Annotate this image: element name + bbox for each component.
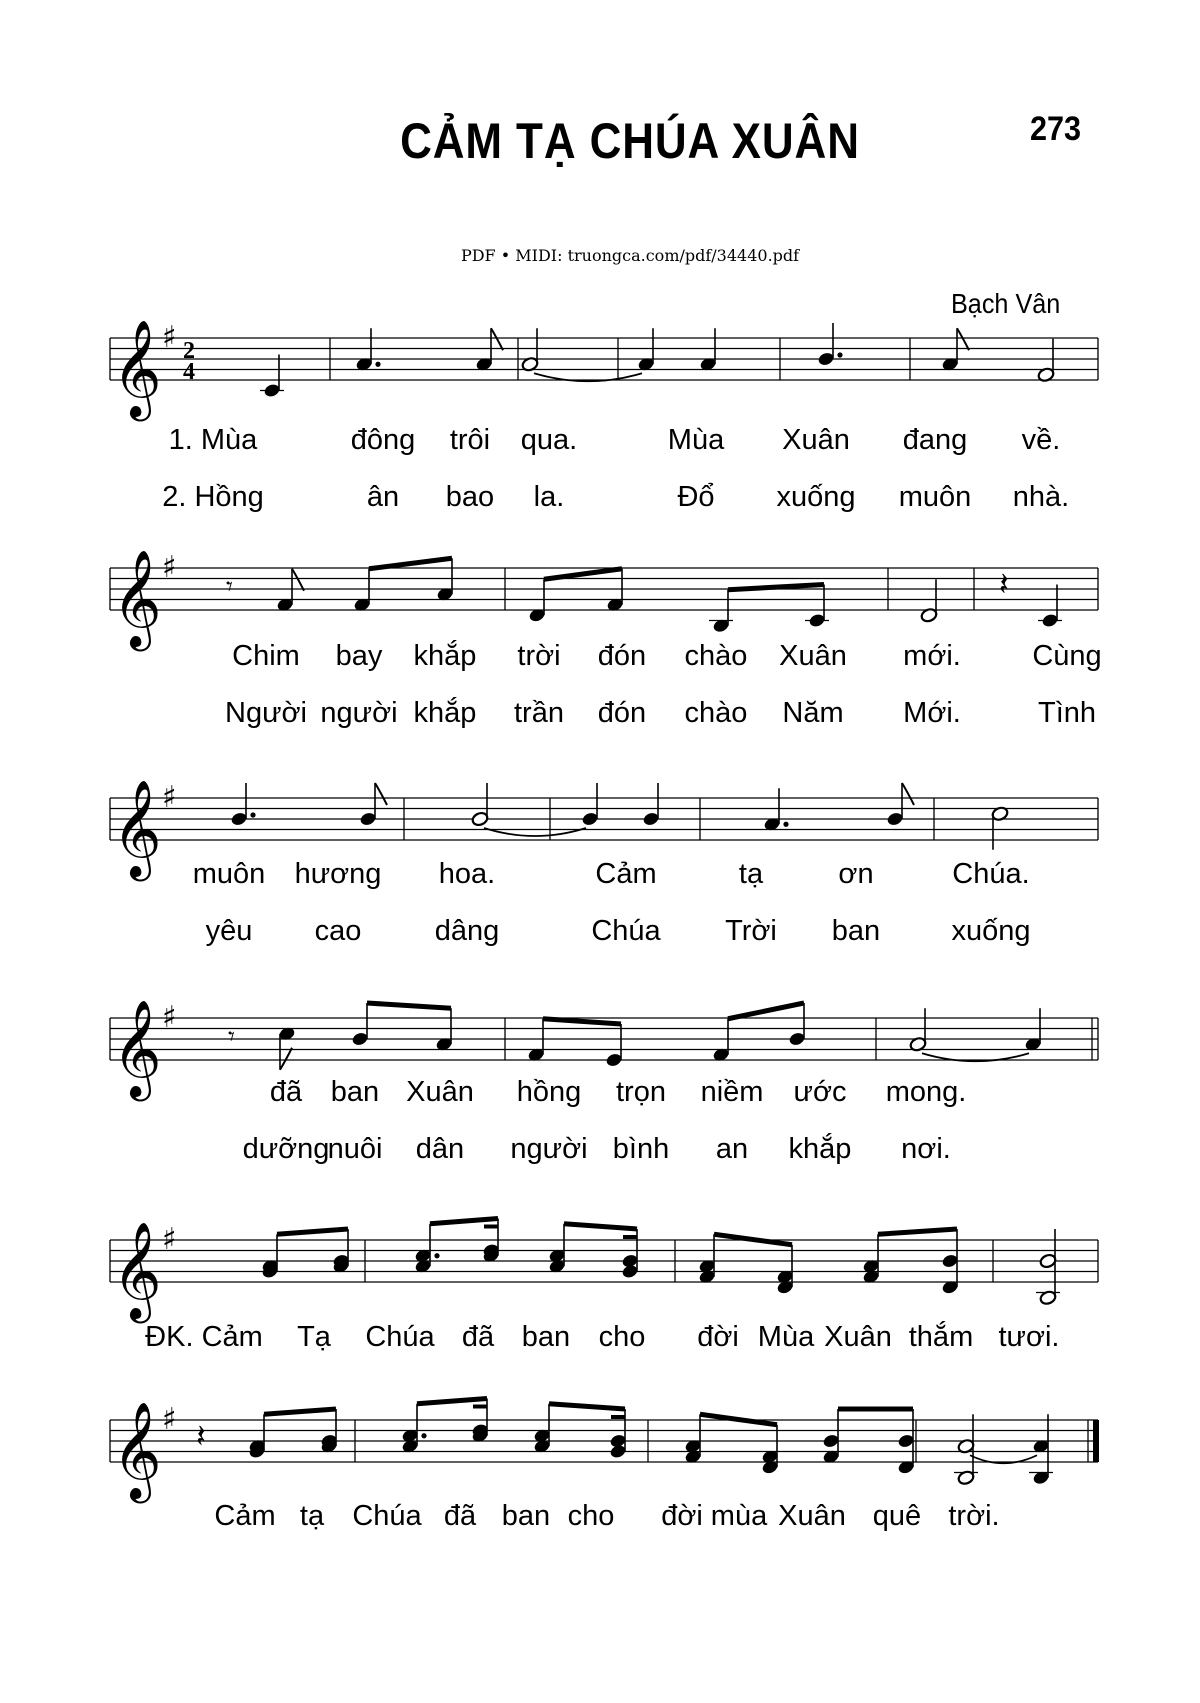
lyric-syllable: đã: [269, 1076, 303, 1108]
lyric-syllable: đã: [461, 1321, 495, 1353]
lyric-syllable: bình: [612, 1133, 670, 1165]
lyric-syllable: hồng: [516, 1076, 582, 1108]
lyric-syllable: Người: [225, 697, 307, 729]
beam: [417, 1399, 487, 1404]
lyric-syllable: khắp: [413, 640, 477, 672]
lyric-syllable: đời: [661, 1500, 703, 1532]
beam: [367, 1003, 451, 1008]
lyric-syllable: Trời: [725, 915, 777, 947]
lyric-syllable: muôn: [192, 858, 266, 890]
beam: [549, 1404, 625, 1409]
beam: [878, 1229, 957, 1234]
lyric-syllable: ban: [330, 1076, 380, 1108]
lyric-syllable: hoa.: [438, 858, 496, 890]
lyric-syllable: ban: [521, 1321, 571, 1353]
composer-name: Bạch Vân: [951, 288, 1061, 319]
lyric-syllable: tạ: [299, 1500, 325, 1532]
lyric-syllable: Mùa: [757, 1321, 815, 1353]
lyric-syllable: đang: [902, 424, 968, 456]
lyric-syllable: trời: [517, 640, 561, 672]
lyric-syllable: dưỡng: [242, 1133, 330, 1165]
lyric-syllable: ân: [366, 481, 400, 513]
lyric-syllable: qua.: [520, 424, 578, 456]
lyric-syllable: xuống: [776, 481, 856, 513]
lyric-syllable: về.: [1021, 424, 1061, 456]
lyric-syllable: cho: [567, 1500, 615, 1532]
lyric-syllable: Năm: [782, 697, 844, 729]
beam: [543, 1019, 621, 1024]
lyric-syllable: 2. Hồng: [162, 481, 264, 513]
flag: [292, 569, 304, 591]
flag: [957, 328, 969, 350]
lyric-syllable: đón: [597, 697, 647, 729]
lyric-syllable: ơn: [838, 858, 874, 890]
lyric-syllable: muôn: [898, 481, 972, 513]
dot: [375, 362, 380, 367]
flag: [375, 783, 387, 805]
lyric-syllable: tạ: [738, 858, 764, 890]
lyric-syllable: ban: [831, 915, 881, 947]
lyric-syllable: đón: [597, 640, 647, 672]
lyric-syllable: Xuân: [406, 1076, 474, 1108]
lyric-syllable: xuống: [951, 915, 1031, 947]
lyric-syllable: ban: [501, 1500, 551, 1532]
source-link[interactable]: PDF • MIDI: truongca.com/pdf/34440.pdf: [460, 246, 800, 265]
lyric-syllable: đời: [697, 1321, 739, 1353]
treble-clef-icon: 𝄞: [112, 1221, 162, 1319]
lyric-syllable: trần: [514, 697, 564, 729]
lyric-syllable: mới.: [903, 640, 961, 672]
lyric-syllable: đã: [443, 1500, 477, 1532]
sharp-icon: ♯: [162, 1000, 177, 1035]
time-signature-bottom: 4: [183, 359, 195, 385]
lyric-syllable: bay: [335, 640, 383, 672]
sharp-icon: ♯: [162, 550, 177, 585]
lyric-syllable: nuôi: [327, 1133, 383, 1165]
lyric-syllable: dân: [415, 1133, 465, 1165]
lyrics: [145, 424, 1101, 1532]
quarter-rest-icon: 𝄽: [196, 1417, 206, 1455]
lyric-syllable: người: [320, 697, 398, 729]
treble-clef-icon: 𝄞: [112, 549, 162, 647]
lyric-syllable: trọn: [616, 1076, 666, 1108]
lyric-syllable: khắp: [413, 697, 477, 729]
lyric-syllable: Xuân: [824, 1321, 892, 1353]
lyric-syllable: ĐK. Cảm: [145, 1321, 263, 1353]
flag: [902, 783, 914, 805]
treble-clef-icon: 𝄞: [112, 1401, 162, 1499]
sharp-icon: ♯: [162, 1402, 177, 1437]
lyric-syllable: Xuân: [778, 1500, 846, 1532]
eighth-rest-icon: 𝄾: [226, 572, 233, 602]
lyric-syllable: Cùng: [1032, 640, 1102, 672]
beam: [728, 1003, 804, 1019]
flag: [491, 328, 503, 350]
lyric-syllable: Cảm: [214, 1500, 276, 1532]
lyric-syllable: bao: [445, 481, 495, 513]
beam: [264, 1409, 336, 1414]
flag: [280, 1048, 292, 1070]
lyric-syllable: trôi: [449, 424, 491, 456]
dot: [250, 812, 255, 817]
lyric-syllable: Xuân: [782, 424, 850, 456]
lyric-syllable: tươi.: [998, 1321, 1060, 1353]
treble-clef-icon: 𝄞: [112, 999, 162, 1097]
lyric-syllable: nhà.: [1012, 481, 1070, 513]
beam: [544, 569, 622, 580]
lyric-syllable: chào: [684, 697, 748, 729]
lyric-syllable: Chúa: [365, 1321, 435, 1353]
lyric-syllable: mùa: [710, 1500, 768, 1532]
beam: [369, 558, 452, 569]
lyric-syllable: Tình: [1037, 697, 1097, 729]
lyric-syllable: Đổ: [677, 481, 715, 513]
lyric-syllable: hương: [294, 858, 382, 890]
lyric-syllable: khắp: [788, 1133, 852, 1165]
lyric-syllable: chào: [684, 640, 748, 672]
sharp-icon: ♯: [162, 780, 177, 815]
lyric-syllable: trời.: [948, 1500, 1000, 1532]
beam: [430, 1219, 498, 1224]
barline-final: [1093, 1420, 1099, 1462]
dot: [837, 352, 842, 357]
beam: [564, 1224, 637, 1229]
lyric-syllable: Tạ: [297, 1321, 331, 1353]
lyric-syllable: đông: [350, 424, 416, 456]
lyric-syllable: người: [510, 1133, 588, 1165]
lyric-syllable: Mới.: [903, 697, 961, 729]
lyric-syllable: Chim: [232, 640, 300, 672]
lyric-syllable: an: [715, 1133, 749, 1165]
beam: [277, 1229, 348, 1234]
lyric-syllable: nơi.: [901, 1133, 951, 1165]
lyric-syllable: Cảm: [595, 858, 657, 890]
time-signature-top: 2: [183, 338, 195, 364]
page-number: 273: [1030, 110, 1082, 148]
lyric-syllable: Chúa: [591, 915, 661, 947]
lyric-syllable: niềm: [700, 1076, 764, 1108]
quarter-rest-icon: 𝄽: [999, 565, 1009, 603]
treble-clef-icon: 𝄞: [112, 319, 162, 417]
sharp-icon: ♯: [162, 320, 177, 355]
eighth-rest-icon: 𝄾: [228, 1022, 235, 1052]
lyric-syllable: cao: [314, 915, 362, 947]
lyric-syllable: Chúa: [352, 1500, 422, 1532]
lyric-syllable: Xuân: [779, 640, 847, 672]
lyric-syllable: ước: [793, 1076, 847, 1108]
lyric-syllable: dâng: [434, 915, 500, 947]
lyric-syllable: Mùa: [667, 424, 725, 456]
lyric-syllable: yêu: [205, 915, 253, 947]
treble-clef-icon: 𝄞: [112, 779, 162, 877]
lyric-syllable: mong.: [885, 1076, 967, 1108]
lyric-syllable: 1. Mùa: [168, 424, 258, 456]
lyric-syllable: quê: [872, 1500, 922, 1532]
dot: [783, 822, 788, 827]
dot: [421, 1433, 426, 1438]
lyric-syllable: la.: [533, 481, 565, 513]
lyric-syllable: thắm: [908, 1321, 974, 1353]
song-title: CẢM TẠ CHÚA XUÂN: [400, 113, 860, 169]
sharp-icon: ♯: [162, 1222, 177, 1257]
dot: [434, 1253, 439, 1258]
lyric-syllable: cho: [598, 1321, 646, 1353]
lyric-syllable: Chúa.: [952, 858, 1030, 890]
